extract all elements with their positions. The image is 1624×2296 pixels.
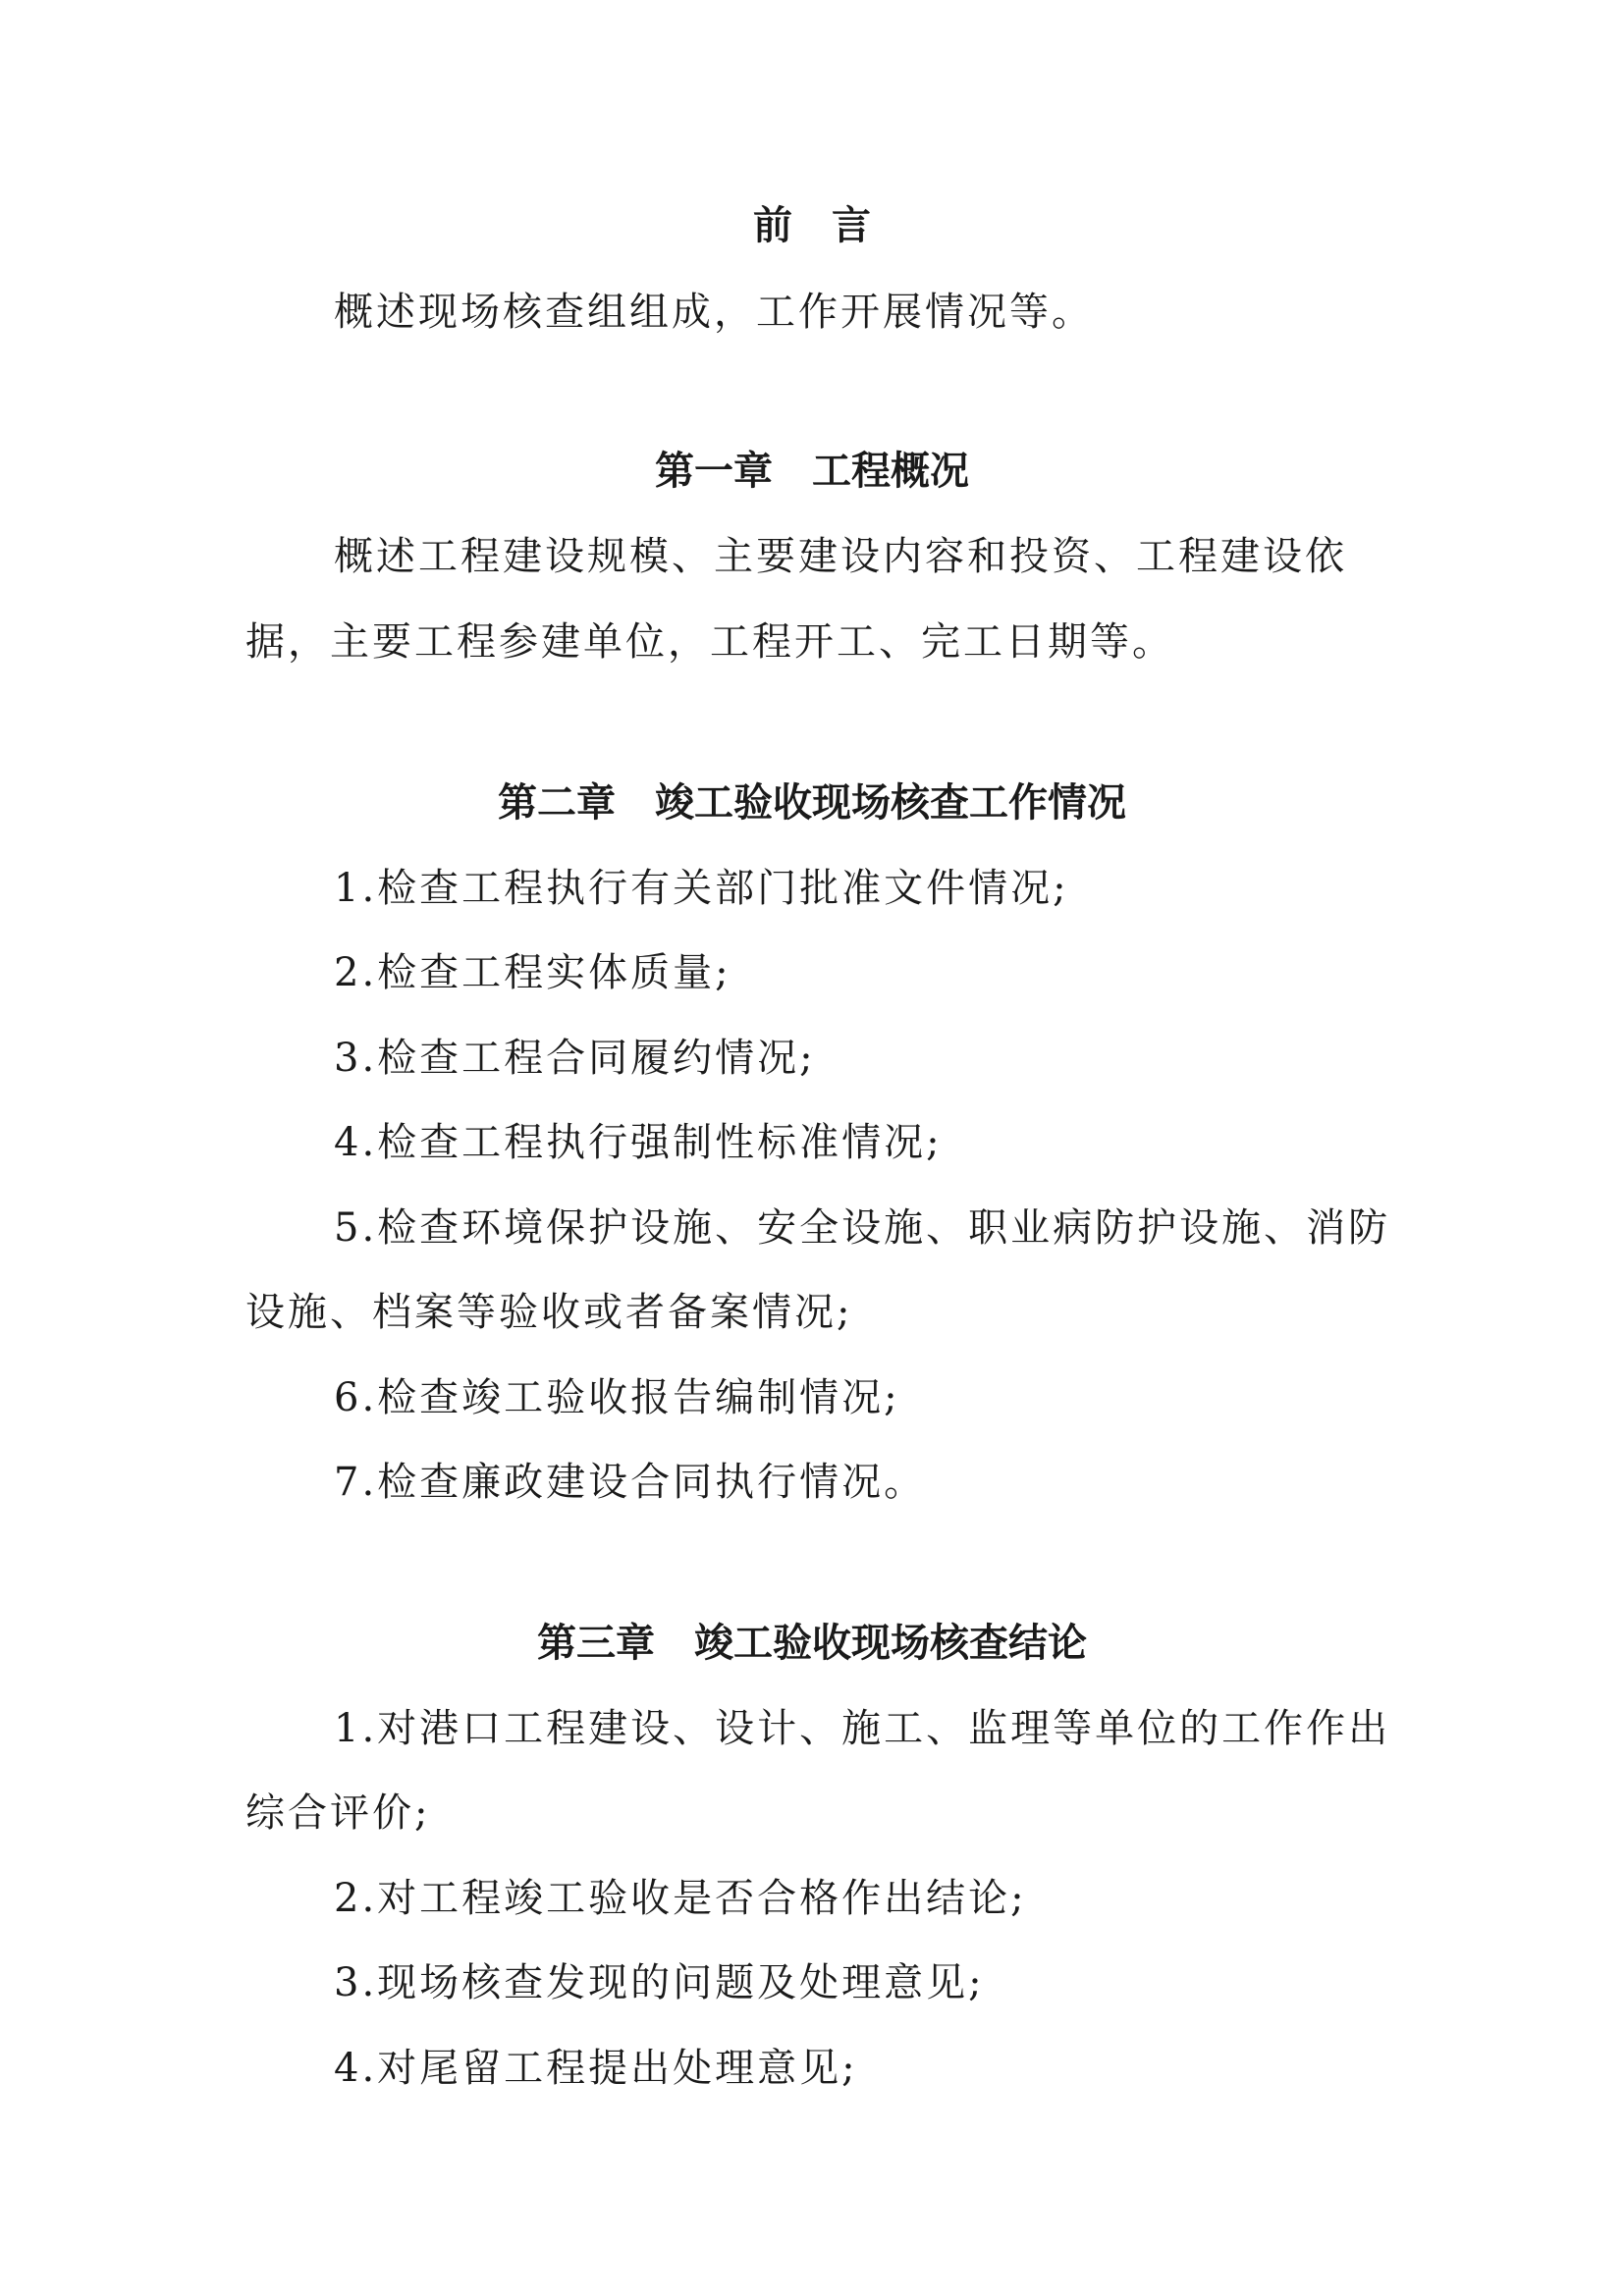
chapter2-item: 7.检查廉政建设合同执行情况。 bbox=[334, 1460, 927, 1505]
chapter3-title: 竣工验收现场核查结论 bbox=[694, 1621, 1087, 1666]
chapter1-heading bbox=[0, 444, 1624, 499]
chapter3-item: 4.对尾留工程提出处理意见; bbox=[334, 2046, 858, 2091]
chapter1-label: 第一章 bbox=[655, 449, 773, 494]
chapter2-title: 竣工验收现场核查工作情况 bbox=[655, 780, 1126, 826]
chapter2-item: 4.检查工程执行强制性标准情况; bbox=[334, 1120, 943, 1165]
chapter2-item: 6.检查竣工验收报告编制情况; bbox=[334, 1375, 900, 1420]
chapter3-item-continuation: 综合评价; bbox=[245, 1790, 431, 1836]
chapter3-heading bbox=[0, 1616, 1624, 1671]
chapter2-item: 1.检查工程执行有关部门批准文件情况; bbox=[334, 866, 1069, 911]
chapter3-item: 1.对港口工程建设、设计、施工、监理等单位的工作作出 bbox=[334, 1706, 1391, 1751]
chapter2-item: 3.检查工程合同履约情况; bbox=[334, 1036, 816, 1081]
chapter1-line1: 概述工程建设规模、主要建设内容和投资、工程建设依 bbox=[334, 534, 1347, 579]
preface-heading bbox=[0, 198, 1624, 253]
chapter3-label: 第三章 bbox=[537, 1621, 655, 1666]
chapter3-item: 3.现场核查发现的问题及处理意见; bbox=[334, 1960, 985, 2005]
preface-text: 概述现场核查组组成，工作开展情况等。 bbox=[334, 290, 1094, 335]
chapter1-line2: 据，主要工程参建单位，工程开工、完工日期等。 bbox=[245, 619, 1174, 665]
chapter2-item-continuation: 设施、档案等验收或者备案情况; bbox=[245, 1290, 853, 1335]
chapter3-item: 2.对工程竣工验收是否合格作出结论; bbox=[334, 1876, 1027, 1921]
preface-title-part1: 前 bbox=[753, 203, 792, 248]
chapter2-item: 2.检查工程实体质量; bbox=[334, 950, 731, 995]
chapter2-item: 5.检查环境保护设施、安全设施、职业病防护设施、消防 bbox=[334, 1205, 1391, 1251]
chapter1-title: 工程概况 bbox=[812, 449, 969, 494]
chapter2-heading bbox=[0, 775, 1624, 830]
preface-title-part2: 言 bbox=[832, 203, 871, 248]
chapter2-label: 第二章 bbox=[498, 780, 616, 826]
